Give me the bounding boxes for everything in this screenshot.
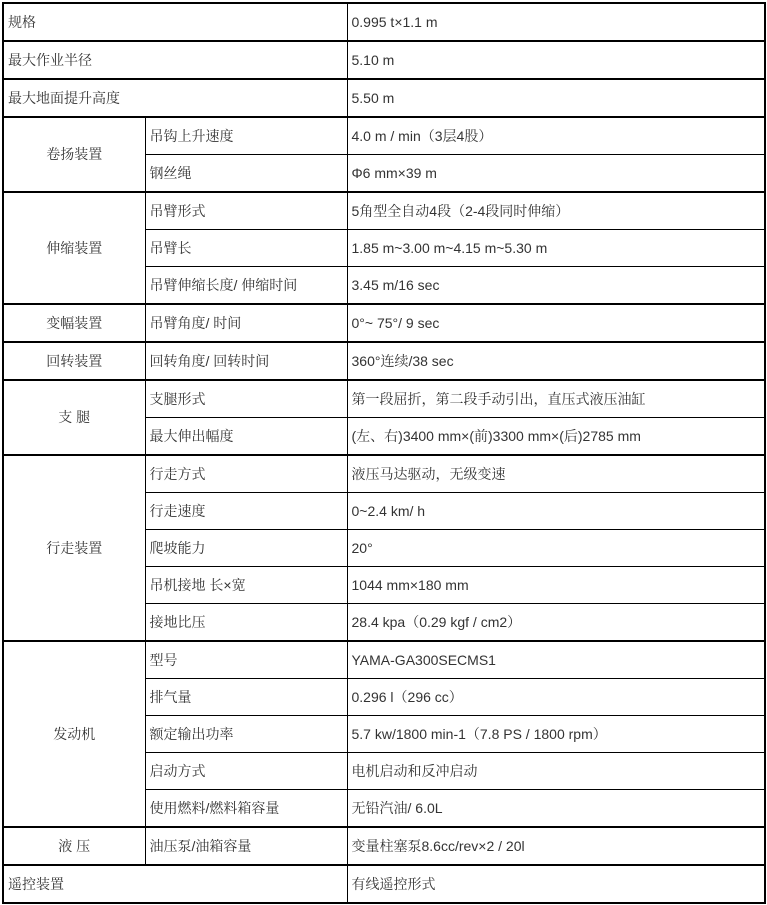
spec-value-cell: 4.0 m / min（3层4股） [347, 117, 765, 155]
spec-label-cell: 油压泵/油箱容量 [145, 827, 347, 865]
table-row [3, 41, 765, 79]
spec-value-cell: 0°~ 75°/ 9 sec [347, 304, 765, 342]
spec-value-cell: 5.50 m [347, 79, 765, 117]
spec-value-cell: 无铅汽油/ 6.0L [347, 790, 765, 828]
spec-value-cell: 5.7 kw/1800 min-1（7.8 PS / 1800 rpm） [347, 716, 765, 753]
spec-value-cell: 液压马达驱动，无级变速 [347, 455, 765, 493]
spec-label-cell: 启动方式 [145, 753, 347, 790]
spec-value-cell: 3.45 m/16 sec [347, 267, 765, 305]
spec-value-cell: 0.296 l（296 cc） [347, 679, 765, 716]
spec-value-cell: 有线遥控形式 [347, 865, 765, 903]
spec-section-cell: 行走装置 [3, 455, 145, 641]
spec-label-cell: 最大伸出幅度 [145, 418, 347, 456]
spec-value-cell: 0~2.4 km/ h [347, 493, 765, 530]
table-row [3, 342, 765, 380]
table-row [3, 79, 765, 117]
spec-value-cell: 5.10 m [347, 41, 765, 79]
spec-value-cell: YAMA-GA300SECMS1 [347, 641, 765, 679]
spec-value-cell: 360°连续/38 sec [347, 342, 765, 380]
table-row [3, 304, 765, 342]
spec-label-cell: 吊臂形式 [145, 192, 347, 230]
spec-label-cell: 吊机接地 长×宽 [145, 567, 347, 604]
spec-value-cell: 28.4 kpa（0.29 kgf / cm2） [347, 604, 765, 642]
spec-section-cell: 发动机 [3, 641, 145, 827]
spec-label-cell: 接地比压 [145, 604, 347, 642]
spec-section-cell: 卷扬装置 [3, 117, 145, 192]
table-row [3, 827, 765, 865]
table-row [3, 380, 765, 418]
table-row [3, 455, 765, 493]
spec-value-cell: 1.85 m~3.00 m~4.15 m~5.30 m [347, 230, 765, 267]
spec-label-cell: 行走速度 [145, 493, 347, 530]
spec-label-cell: 回转角度/ 回转时间 [145, 342, 347, 380]
table-row [3, 641, 765, 679]
spec-label-cell: 爬坡能力 [145, 530, 347, 567]
spec-value-cell: 20° [347, 530, 765, 567]
spec-label-cell: 遥控装置 [3, 865, 347, 903]
spec-label-cell: 吊臂伸缩长度/ 伸缩时间 [145, 267, 347, 305]
spec-value-cell: Φ6 mm×39 m [347, 155, 765, 193]
spec-value-cell: 1044 mm×180 mm [347, 567, 765, 604]
spec-label-cell: 吊臂长 [145, 230, 347, 267]
spec-value-cell: 第一段屈折，第二段手动引出，直压式液压油缸 [347, 380, 765, 418]
spec-label-cell: 额定输出功率 [145, 716, 347, 753]
spec-section-cell: 支 腿 [3, 380, 145, 455]
spec-value-cell: 5角型全自动4段（2-4段同时伸缩） [347, 192, 765, 230]
spec-section-cell: 液 压 [3, 827, 145, 865]
spec-label-cell: 排气量 [145, 679, 347, 716]
spec-label-cell: 最大作业半径 [3, 41, 347, 79]
spec-value-cell: (左、右)3400 mm×(前)3300 mm×(后)2785 mm [347, 418, 765, 456]
spec-section-cell: 变幅装置 [3, 304, 145, 342]
table-row [3, 3, 765, 41]
spec-value-cell: 变量柱塞泵8.6cc/rev×2 / 20l [347, 827, 765, 865]
spec-label-cell: 支腿形式 [145, 380, 347, 418]
spec-value-cell: 电机启动和反冲启动 [347, 753, 765, 790]
table-row [3, 865, 765, 903]
spec-label-cell: 型号 [145, 641, 347, 679]
spec-section-cell: 回转装置 [3, 342, 145, 380]
spec-label-cell: 吊臂角度/ 时间 [145, 304, 347, 342]
spec-label-cell: 钢丝绳 [145, 155, 347, 193]
spec-label-cell: 最大地面提升高度 [3, 79, 347, 117]
spec-label-cell: 使用燃料/燃料箱容量 [145, 790, 347, 828]
spec-value-cell: 0.995 t×1.1 m [347, 3, 765, 41]
table-row [3, 192, 765, 230]
spec-section-cell: 伸缩装置 [3, 192, 145, 304]
spec-table [2, 2, 766, 904]
spec-label-cell: 吊钩上升速度 [145, 117, 347, 155]
table-row [3, 117, 765, 155]
spec-label-cell: 规格 [3, 3, 347, 41]
spec-label-cell: 行走方式 [145, 455, 347, 493]
